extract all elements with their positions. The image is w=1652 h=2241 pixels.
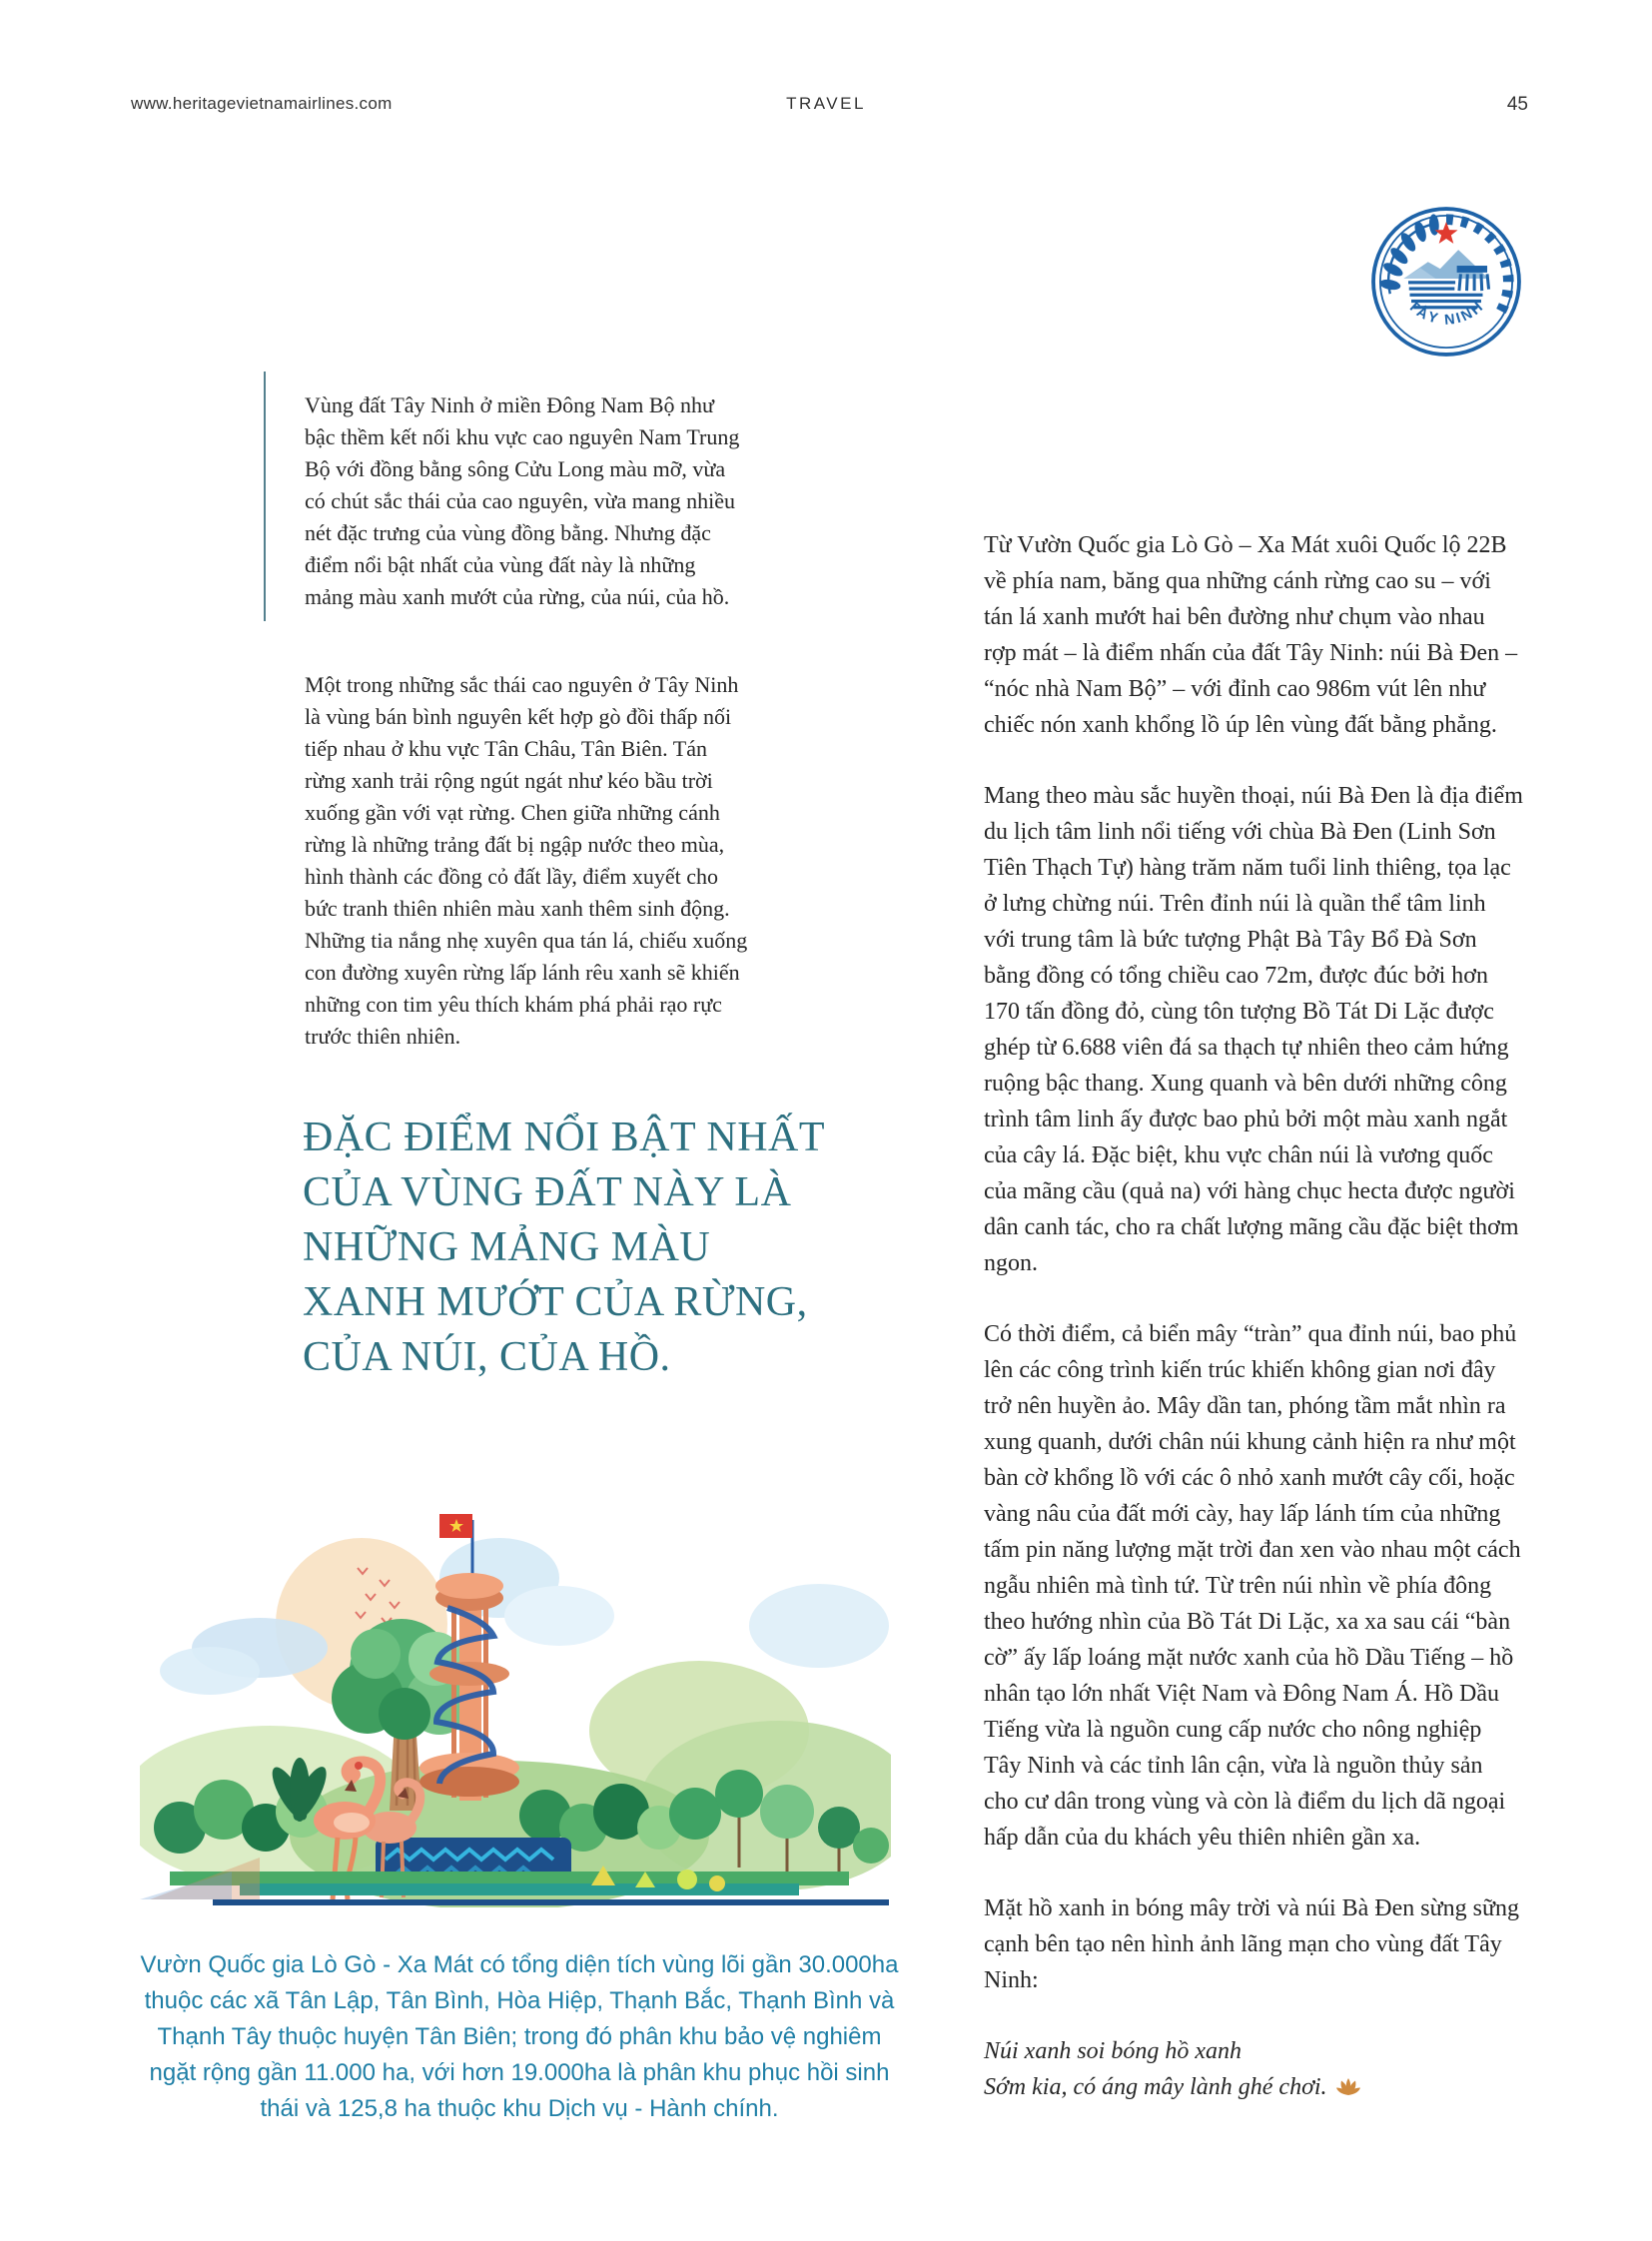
illustration-caption: Vườn Quốc gia Lò Gò - Xa Mát có tổng diện tích vùng lõi gần 30.000ha thuộc các xã Tân Lập, Tân Bình, Hòa Hiệp, Thạnh Bắc, Thạnh Bình và Thạnh Tây thuộc huyện Tân Biên; trong đó phân khu bảo vệ nghiêm ngặt rộng gần 11.000 ha, với hơn 19.000ha là phân khu phục hồi sinh thái và 125,8 ha thuộc khu Dịch vụ - Hành chính.	[140, 1951, 899, 2122]
pull-quote-line: XANH MƯỚT CỦA RỪNG,	[303, 1279, 808, 1325]
right-paragraph-3: Có thời điểm, cả biển mây “tràn” qua đỉnh núi, bao phủ lên các công trình kiến trúc khiến không gian nơi đây trở nên huyền ảo. Mây dần tan, phóng tầm mắt nhìn ra xung quanh, dưới chân núi khung cảnh hiện ra như một bàn cờ khổng lồ với các ô nhỏ xanh mướt cây cối, hoặc vàng nâu của đất mới cày, hay lấp lánh tím của những tấm pin năng lượng mặt trời đan xen vào nhau một cách ngẫu nhiên mà tình tứ. Từ trên núi nhìn về phía đông theo hướng nhìn của Bồ Tát Di Lặc, xa xa sau cái “bàn cờ” ấy lấp loáng mặt nước xanh của hồ Dầu Tiếng – hồ nhân tạo lớn nhất Việt Nam và Đông Nam Á. Hồ Dầu Tiếng vừa là nguồn cung cấp nước cho nông nghiệp Tây Ninh và các tỉnh lân cận, vừa là nguồn thủy sản cho cư dân trong vùng và còn là điểm du lịch dã ngoại hấp dẫn của du khách yêu thiên nhiên gần xa.	[984, 1321, 1521, 1851]
lotus-icon	[1335, 2078, 1361, 2096]
pull-quote-line: CỦA NÚI, CỦA HỒ.	[303, 1334, 671, 1380]
paragraph-rule	[264, 372, 266, 621]
right-paragraph-1: Từ Vườn Quốc gia Lò Gò – Xa Mát xuôi Quốc lộ 22B về phía nam, băng qua những cánh rừng cao su – với tán lá xanh mướt hai bên đường như chụm vào nhau rợp mát – là điểm nhấn của đất Tây Ninh: núi Bà Đen – “nóc nhà Nam Bộ” – với đỉnh cao 986m vút lên như chiếc nón xanh khổng lồ úp lên vùng đất bằng phẳng.	[984, 532, 1518, 738]
right-column	[984, 527, 1523, 2105]
pull-quote	[303, 1111, 902, 1385]
cloud-shapes	[160, 1538, 889, 1695]
right-paragraph-2: Mang theo màu sắc huyền thoại, núi Bà Đen là địa điểm du lịch tâm linh nổi tiếng với chùa Bà Đen (Linh Sơn Tiên Thạch Tự) hàng trăm năm tuổi linh thiêng, tọa lạc ở lưng chừng núi. Trên đỉnh núi là quần thể tâm linh với trung tâm là bức tượng Phật Bà Tây Bổ Đà Sơn bằng đồng có tổng chiều cao 72m, được đúc bởi hơn 170 tấn đồng đỏ, cùng tôn tượng Bồ Tát Di Lặc được ghép từ 6.688 viên đá sa thạch tự nhiên theo cảm hứng ruộng bậc thang. Xung quanh và bên dưới những công trình tâm linh ấy được bao phủ bởi một màu xanh ngắt của cây lá. Đặc biệt, khu vực chân núi là vương quốc của mãng cầu (quả na) với hàng chục hecta được người dân canh tác, cho ra chất lượng mãng cầu đặc biệt thơm ngon.	[984, 783, 1523, 1276]
tay-ninh-emblem-icon	[1370, 206, 1522, 358]
left-paragraph-1: Vùng đất Tây Ninh ở miền Đông Nam Bộ như bậc thềm kết nối khu vực cao nguyên Nam Trung Bộ với đồng bằng sông Cửu Long màu mỡ, vừa có chút sắc thái của cao nguyên, vừa mang nhiều nét đặc trưng của vùng đồng bằng. Nhưng đặc điểm nổi bật nhất của vùng đất này là những mảng màu xanh mướt của rừng, của núi, của hồ.	[305, 392, 740, 609]
right-paragraph-4: Mặt hồ xanh in bóng mây trời và núi Bà Đen sừng sững cạnh bên tạo nên hình ảnh lãng mạn cho vùng đất Tây Ninh:	[984, 1895, 1519, 1993]
emblem-province-name: TÂY NINH	[1404, 298, 1488, 329]
pull-quote-line: CỦA VÙNG ĐẤT NÀY LÀ	[303, 1169, 792, 1215]
baseline-bar	[213, 1899, 889, 1905]
left-paragraph-2: Một trong những sắc thái cao nguyên ở Tây Ninh là vùng bán bình nguyên kết hợp gò đồi thấp nối tiếp nhau ở khu vực Tân Châu, Tân Biên. Tán rừng xanh trải rộng ngút ngát như kéo bầu trời xuống gần với vạt rừng. Chen giữa những cánh rừng là những trảng đất bị ngập nước theo mùa, hình thành các đồng cỏ đất lầy, điểm xuyết cho bức tranh thiên nhiên màu xanh thêm sinh động. Những tia nắng nhẹ xuyên qua tán lá, chiếu xuống con đường xuyên rừng lấp lánh rêu xanh sẽ khiến những con tim yêu thích khám phá phải rạo rực trước thiên nhiên.	[305, 672, 748, 1049]
verse-line-1: Núi xanh soi bóng hồ xanh	[984, 2038, 1241, 2064]
website-url: www.heritagevietnamairlines.com	[131, 94, 393, 113]
section-title: TRAVEL	[786, 94, 866, 113]
page-number: 45	[1506, 94, 1528, 115]
pull-quote-line: ĐẶC ĐIỂM NỔI BẬT NHẤT	[303, 1115, 826, 1160]
national-park-illustration	[140, 1476, 891, 1907]
closing-verse	[984, 2033, 1523, 2105]
pull-quote-line: NHỮNG MẢNG MÀU	[303, 1224, 711, 1270]
verse-line-2: Sớm kia, có áng mây lành ghé chơi.	[984, 2069, 1523, 2105]
